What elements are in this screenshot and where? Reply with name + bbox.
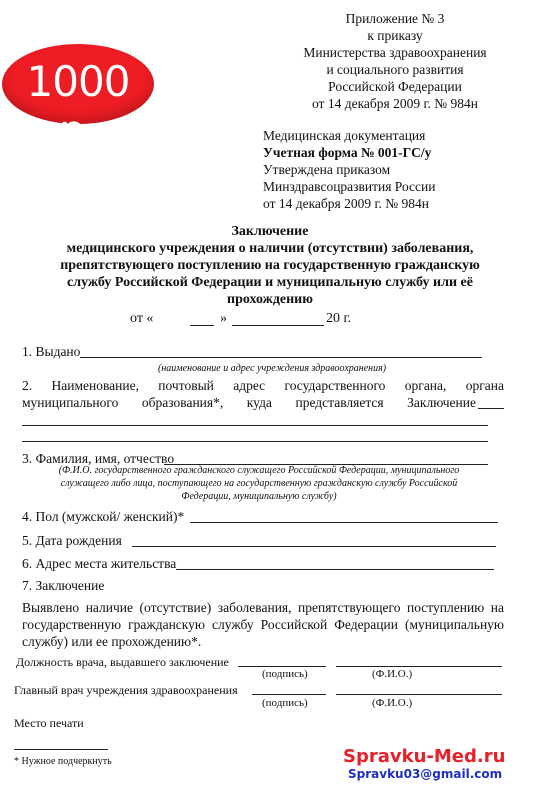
- document-title: [20, 223, 520, 308]
- stamp-label: Место печати: [14, 716, 84, 730]
- footnote: * Нужное подчеркнуть: [14, 756, 112, 767]
- appendix-line: Российской Федерации: [328, 79, 462, 94]
- authority-field-1[interactable]: [22, 425, 488, 426]
- chief-name-field[interactable]: [336, 694, 502, 695]
- title-line: медицинского учреждения о наличии (отсутствии) заболевания,: [66, 241, 474, 256]
- date-month-field[interactable]: [232, 325, 324, 326]
- med-doc-line: от 14 декабря 2009 г. № 984н: [263, 196, 430, 211]
- date-day-field[interactable]: [190, 325, 214, 326]
- conclusion-line: государственную гражданскую службу Российской Федерации (муниципальную: [22, 617, 504, 632]
- form-number: Учетная форма № 001-ГС/у: [263, 145, 432, 160]
- field-2-line1: 2. Наименование, почтовый адрес государственного органа, органа: [22, 378, 504, 393]
- appendix-line: Министерства здравоохранения: [303, 45, 487, 60]
- date-line: [130, 311, 153, 327]
- title-line: прохождению: [227, 292, 313, 307]
- gender-field[interactable]: [190, 522, 498, 523]
- med-doc-line: Медицинская документация: [263, 128, 426, 143]
- address-field[interactable]: [176, 569, 494, 570]
- signature-caption: (подпись): [262, 697, 308, 709]
- field-4-label: 4. Пол (мужской/ женский)*: [22, 509, 185, 524]
- field-5-label: 5. Дата рождения: [22, 533, 122, 548]
- date-prefix: от «: [130, 311, 154, 326]
- field-3-note-line: (Ф.И.О. государственного гражданского служащего Российской Федерации, муниципального: [58, 465, 460, 476]
- appendix-line: и социального развития: [326, 62, 464, 77]
- field-3-label: 3. Фамилия, имя, отчество: [22, 451, 175, 466]
- med-doc-line: Минздравсоцразвития России: [263, 179, 436, 194]
- field-3-note-line: служащего либо лица, поступающего на государственную гражданскую службу Российской: [60, 478, 458, 489]
- field-2-line2-tail[interactable]: [478, 408, 504, 409]
- field-1-note: (наименование и адрес учреждения здравоохранения): [158, 363, 387, 374]
- date-suffix: 20 г.: [326, 311, 352, 326]
- field-7-label: 7. Заключение: [22, 578, 105, 593]
- doctor-name-field[interactable]: [336, 666, 502, 667]
- med-doc-line: Утверждена приказом: [263, 162, 391, 177]
- field-1-label: 1. Выдано: [22, 344, 81, 359]
- field-3-note: [30, 464, 488, 503]
- price-badge-text: 1000 р.: [26, 57, 130, 155]
- doctor-label: Должность врача, выдавшего заключение: [16, 655, 229, 669]
- med-doc-block: [263, 127, 533, 212]
- watermark-site: Spravku-Med.ru: [343, 746, 506, 767]
- field-6-label: 6. Адрес места жительства: [22, 556, 177, 571]
- authority-field-2[interactable]: [22, 441, 488, 442]
- conclusion-line: службу) или ее прохождению*.: [22, 634, 202, 649]
- title-line: службу Российской Федерации и муниципальную службу или её: [67, 275, 473, 290]
- doctor-signature-field[interactable]: [238, 666, 326, 667]
- name-caption: (Ф.И.О.): [372, 668, 413, 680]
- price-badge: [2, 44, 154, 155]
- watermark-email: Spravku03@gmail.com: [348, 767, 503, 781]
- appendix-line: от 14 декабря 2009 г. № 984н: [311, 96, 478, 111]
- appendix-block: [270, 10, 520, 112]
- conclusion-line: Выявлено наличие (отсутствие) заболевания, препятствующего поступлению на: [22, 600, 504, 615]
- title-line: препятствующего поступлению на государственную гражданскую: [60, 258, 480, 273]
- issued-by-field[interactable]: [80, 357, 482, 358]
- appendix-line: к приказу: [367, 28, 423, 43]
- title-line: Заключение: [231, 224, 309, 239]
- date-mid: »: [220, 311, 227, 326]
- field-2-line2: муниципального образования*, куда представляется Заключение: [22, 395, 476, 410]
- field-3-note-line: Федерации, муниципальную службу): [181, 491, 337, 502]
- chief-signature-field[interactable]: [252, 694, 326, 695]
- footnote-divider: [14, 749, 108, 750]
- chief-label: Главный врач учреждения здравоохранения: [14, 683, 238, 697]
- name-caption: (Ф.И.О.): [372, 697, 413, 709]
- birth-date-field[interactable]: [132, 546, 496, 547]
- appendix-line: Приложение № 3: [345, 11, 445, 26]
- signature-caption: (подпись): [262, 668, 308, 680]
